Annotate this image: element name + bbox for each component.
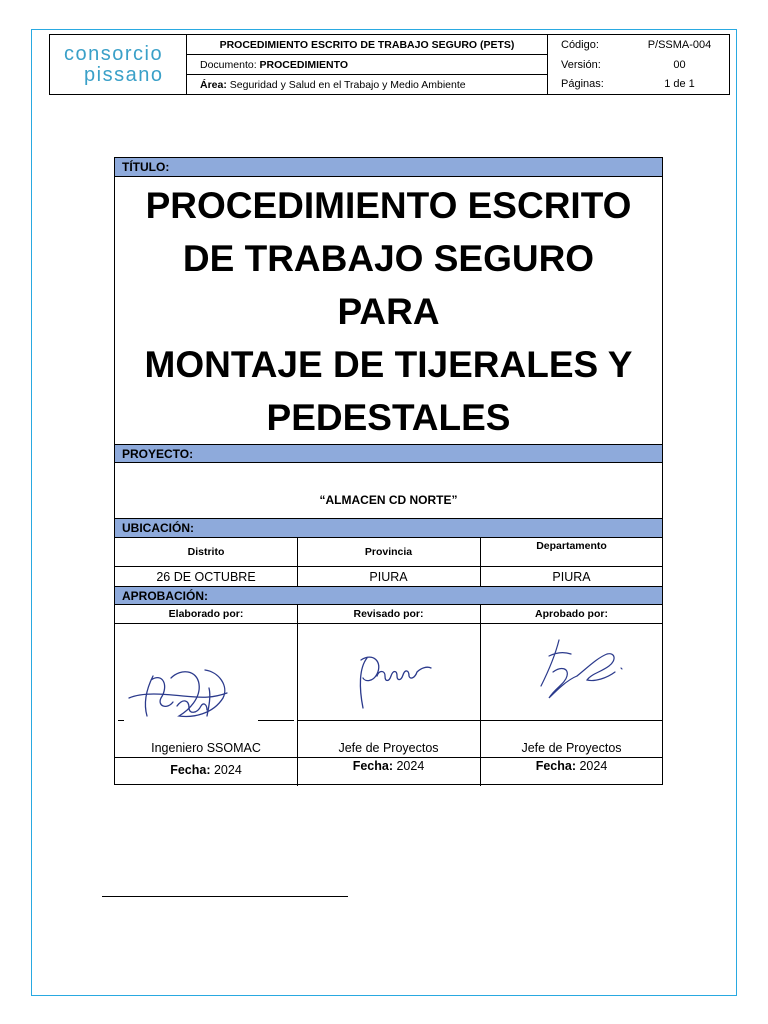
aprobacion-header-aprobado: Aprobado por: (535, 608, 608, 620)
title-line: DE TRABAJO SEGURO (182, 237, 595, 279)
signature-elaborado (123, 658, 233, 730)
signature-revisado (355, 648, 435, 712)
header-paginas: Páginas: 1 de 1 (561, 78, 695, 91)
header-area: Área: Seguridad y Salud en el Trabajo y Medio Ambiente (200, 78, 466, 91)
title-line: PARA (337, 290, 440, 332)
document-title (115, 180, 662, 442)
ubicacion-header-provincia: Provincia (364, 546, 413, 558)
signature-aprobado (533, 636, 633, 716)
header-codigo: Código: P/SSMA-004 (561, 38, 712, 51)
ubicacion-provincia: PIURA (369, 570, 408, 584)
title-line: PEDESTALES (266, 396, 511, 438)
ubicacion-departamento: PIURA (552, 570, 591, 584)
title-line: PROCEDIMIENTO ESCRITO (145, 184, 632, 226)
ubicacion-header-departamento: Departamento (536, 540, 607, 552)
ubicacion-section-label: UBICACIÓN: (115, 518, 662, 538)
role-aprobado: Jefe de Proyectos (521, 740, 622, 755)
header-doc-info (187, 35, 548, 94)
cover-table (114, 157, 663, 785)
header-documento: Documento: PROCEDIMIENTO (187, 55, 547, 75)
ubicacion-distrito: 26 DE OCTUBRE (156, 570, 256, 584)
aprobacion-header-elaborado: Elaborado por: (168, 608, 244, 620)
fecha-elaborado: Fecha: 2024 (170, 763, 242, 777)
document-header (49, 34, 730, 95)
logo-line-1: consorcio (64, 42, 164, 65)
role-revisado: Jefe de Proyectos (338, 740, 439, 755)
divider (258, 720, 294, 721)
aprobacion-header-revisado: Revisado por: (353, 608, 424, 620)
titulo-section-label: TÍTULO: (115, 157, 662, 177)
footnote-separator (102, 896, 348, 897)
project-name: “ALMACEN CD NORTE” (319, 493, 458, 507)
role-elaborado: Ingeniero SSOMAC (151, 740, 261, 755)
header-version: Versión: 00 (561, 58, 686, 71)
proyecto-section-label: PROYECTO: (115, 444, 662, 463)
logo-line-2: pissano (84, 63, 164, 86)
divider (115, 623, 662, 624)
header-control-info (548, 35, 729, 94)
fecha-aprobado: Fecha: 2024 (535, 759, 608, 773)
title-line: MONTAJE DE TIJERALES Y (144, 343, 633, 385)
ubicacion-header-distrito: Distrito (187, 546, 225, 558)
divider (297, 720, 662, 721)
aprobacion-section-label: APROBACIÓN: (115, 586, 662, 605)
fecha-revisado: Fecha: 2024 (352, 759, 425, 773)
company-logo (50, 35, 187, 94)
header-doc-title: PROCEDIMIENTO ESCRITO DE TRABAJO SEGURO (PETS) (187, 35, 547, 55)
divider (118, 720, 124, 721)
